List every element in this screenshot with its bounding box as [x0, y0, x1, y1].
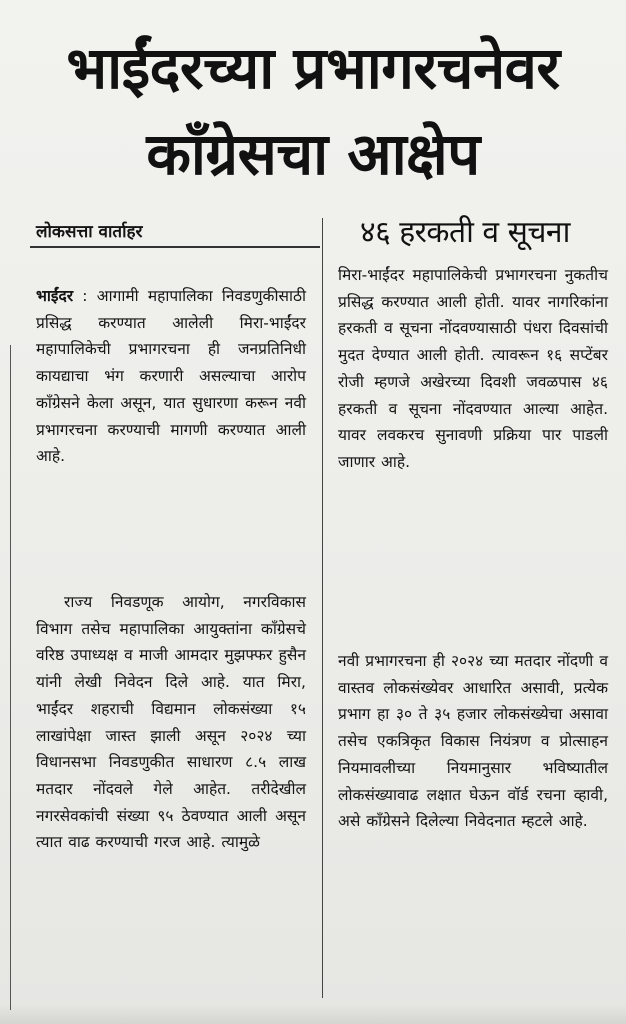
column-divider — [322, 218, 323, 998]
left-paragraph-1 — [36, 283, 306, 470]
headline-line-2: काँग्रेसचा आक्षेप — [146, 120, 480, 188]
right-paragraph-2: नवी प्रभागरचना ही २०२४ च्या मतदार नोंदणी व वास्तव लोकसंख्येवर आधारित असावी, प्रत्येक प्रभाग हा ३० ते ३५ हजार लोकसंख्येचा असावा तसेच एकत्रिकृत विकास नियंत्रण व प्रोत्साहन नियमावलीच्या नियमानुसार भविष्यातील लोकसंख्यावाढ लक्षात घेऊन वॉर्ड रचना व्हावी, असे काँग्रेसने दिलेल्या निवेदनात म्हटले आहे. — [338, 652, 608, 831]
page-bottom-shadow — [0, 1004, 626, 1024]
dateline-place: भाईंदर — [36, 287, 74, 305]
left-margin-rule — [10, 345, 11, 1010]
right-paragraph-1: मिरा-भाईंदर महापालिकेची प्रभागरचना नुकतीच प्रसिद्ध करण्यात आली होती. यावर नागरिकांना हरकती व सूचना नोंदवण्यासाठी पंधरा दिवसांची मुदत देण्यात आली होती. त्यावरून १६ सप्टेंबर रोजी म्हणजे अखेरच्या दिवशी जवळपास ४६ हरकती व सूचना नोंदवण्यात आल्या आहेत. यावर लवकरच सुनावणी प्रक्रिया पार पाडली जाणार आहे. — [338, 266, 608, 471]
byline-rule — [30, 246, 320, 248]
headline-line-1: भाईंदरच्या प्रभागरचनेवर — [66, 34, 560, 102]
left-paragraph-2: राज्य निवडणूक आयोग, नगरविकास विभाग तसेच महापालिका आयुक्तांना काँग्रेसचे वरिष्ठ उपाध्यक्ष व माजी आमदार मुझफ्फर हुसैन यांनी लेखी निवेदन दिले आहे. यात मिरा, भाईंदर शहराची विद्यमान लोकसंख्या १५ लाखांपेक्षा जास्त झाली असून २०२४ च्या विधानसभा निवडणुकीत साधारण ८.५ लाख मतदार नोंदवले गेले आहेत. तरीदेखील नगरसेवकांची संख्या ९५ ठेवण्यात आली असून त्यात वाढ करण्याची गरज आहे. त्यामुळे — [36, 593, 306, 852]
byline: लोकसत्ता वार्ताहर — [36, 222, 143, 242]
left-paragraph-1-text: : आगामी महापालिका निवडणुकीसाठी प्रसिद्ध करण्यात आलेली मिरा-भाईंदर महापालिकेची प्रभागरचना ही जनप्रतिनिधी कायद्याचा भंग करणारी असल्याचा आरोप काँग्रेसने केला असून, यात सुधारणा करून नवी प्रभागरचना करण्याची मागणी करण्यात आली आहे. — [36, 287, 306, 466]
sub-heading: ४६ हरकती व सूचना — [360, 215, 570, 250]
